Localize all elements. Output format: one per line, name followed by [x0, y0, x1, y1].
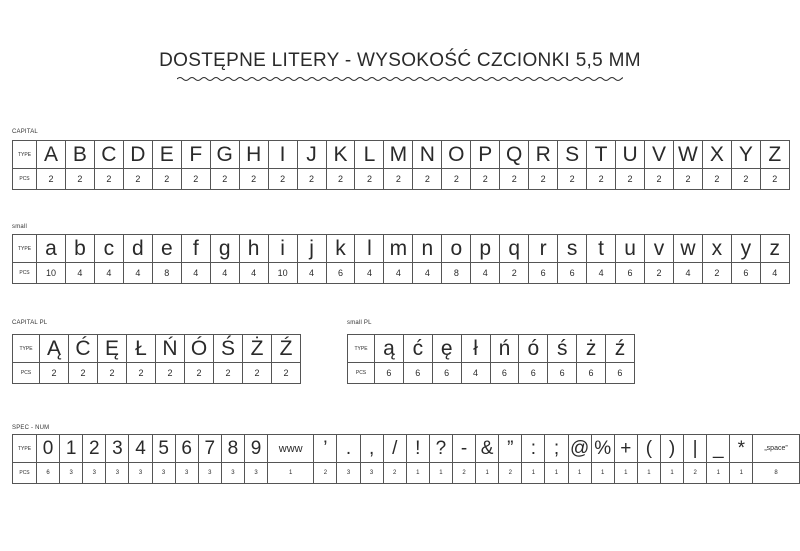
pcs-cell: 2 [702, 169, 731, 190]
char-cell: Ś [214, 335, 243, 363]
char-cell: ł [461, 335, 490, 363]
pcs-cell: 2 [500, 169, 529, 190]
pcs-cell: 2 [69, 363, 98, 384]
char-cell: J [297, 141, 326, 169]
pcs-cell: 4 [673, 263, 702, 284]
char-cell: P [471, 141, 500, 169]
pcs-cell: 2 [499, 463, 522, 484]
char-cell: B [65, 141, 94, 169]
char-cell: s [558, 235, 587, 263]
pcs-cell: 2 [181, 169, 210, 190]
char-cell: G [210, 141, 239, 169]
pcs-cell: 4 [297, 263, 326, 284]
pcs-cell: 3 [198, 463, 221, 484]
char-cell: L [355, 141, 384, 169]
type-row [13, 435, 800, 463]
section-label-capital: CAPITAL [12, 129, 38, 135]
pcs-cell: 2 [40, 363, 69, 384]
char-cell: ć [403, 335, 432, 363]
pcs-cell: 2 [731, 169, 760, 190]
section-label-small: small [12, 224, 28, 230]
pcs-cell: 1 [637, 463, 660, 484]
pcs-cell: 2 [413, 169, 442, 190]
char-cell: A [37, 141, 66, 169]
char-cell: Ń [156, 335, 185, 363]
char-cell: ś [548, 335, 577, 363]
char-cell: ń [490, 335, 519, 363]
pcs-cell: 4 [587, 263, 616, 284]
pcs-cell: 2 [645, 169, 674, 190]
pcs-cell: 1 [568, 463, 591, 484]
section-label-capital-pl: CAPITAL PL [12, 320, 48, 326]
char-cell: ż [577, 335, 606, 363]
pcs-cell: 2 [37, 169, 66, 190]
char-cell: x [702, 235, 731, 263]
pcs-cell: 2 [156, 363, 185, 384]
pcs-cell: 2 [442, 169, 471, 190]
char-cell: . [337, 435, 360, 463]
pcs-cell: 8 [442, 263, 471, 284]
char-cell: _ [707, 435, 730, 463]
row-header-type: TYPE [348, 335, 375, 363]
pcs-cell: 6 [616, 263, 645, 284]
char-cell: R [529, 141, 558, 169]
char-cell: y [731, 235, 760, 263]
pcs-cell: 3 [244, 463, 267, 484]
char-cell: Q [500, 141, 529, 169]
char-cell: Ó [185, 335, 214, 363]
char-cell: h [239, 235, 268, 263]
char-cell: ó [519, 335, 548, 363]
char-cell: k [326, 235, 355, 263]
char-cell: @ [568, 435, 591, 463]
pcs-cell: 6 [403, 363, 432, 384]
char-cell: K [326, 141, 355, 169]
row-header-pcs: PCS [13, 363, 40, 384]
pcs-cell: 2 [314, 463, 337, 484]
char-cell: ’ [314, 435, 337, 463]
pcs-cell: 3 [83, 463, 106, 484]
pcs-cell: 4 [123, 263, 152, 284]
page-title: DOSTĘPNE LITERY - WYSOKOŚĆ CZCIONKI 5,5 MM [159, 50, 641, 71]
pcs-cell: 6 [731, 263, 760, 284]
pcs-cell: 2 [214, 363, 243, 384]
char-cell: % [591, 435, 614, 463]
char-cell: ę [432, 335, 461, 363]
pcs-cell: 4 [355, 263, 384, 284]
pcs-cell: 2 [210, 169, 239, 190]
char-cell: u [616, 235, 645, 263]
pcs-cell: 2 [326, 169, 355, 190]
pcs-row [13, 169, 790, 190]
pcs-cell: 2 [587, 169, 616, 190]
pcs-cell: 2 [452, 463, 475, 484]
char-cell: www [268, 435, 314, 463]
pcs-cell: 4 [181, 263, 210, 284]
row-header-pcs: PCS [348, 363, 375, 384]
pcs-cell: 1 [429, 463, 452, 484]
pcs-cell: 6 [577, 363, 606, 384]
pcs-cell: 2 [268, 169, 297, 190]
pcs-cell: 3 [337, 463, 360, 484]
char-cell: e [152, 235, 181, 263]
char-cell: I [268, 141, 297, 169]
row-header-pcs: PCS [13, 263, 37, 284]
char-cell: j [297, 235, 326, 263]
pcs-cell: 3 [60, 463, 83, 484]
char-cell: ź [606, 335, 635, 363]
pcs-cell: 2 [239, 169, 268, 190]
pcs-cell: 2 [471, 169, 500, 190]
char-cell: ) [660, 435, 683, 463]
char-cell: ( [637, 435, 660, 463]
pcs-cell: 3 [221, 463, 244, 484]
pcs-cell: 2 [272, 363, 301, 384]
char-cell: 8 [221, 435, 244, 463]
pcs-cell: 4 [384, 263, 413, 284]
pcs-cell: 1 [406, 463, 429, 484]
char-cell: b [65, 235, 94, 263]
char-cell: m [384, 235, 413, 263]
pcs-cell: 4 [210, 263, 239, 284]
pcs-cell: 1 [268, 463, 314, 484]
char-cell: E [152, 141, 181, 169]
pcs-cell: 3 [129, 463, 152, 484]
pcs-cell: 6 [375, 363, 404, 384]
char-cell: + [614, 435, 637, 463]
char-cell: ? [429, 435, 452, 463]
row-header-pcs: PCS [13, 169, 37, 190]
pcs-cell: 2 [243, 363, 272, 384]
row-header-pcs: PCS [13, 463, 37, 484]
type-row [13, 335, 301, 363]
char-cell: / [383, 435, 406, 463]
type-row [348, 335, 635, 363]
char-cell: Ź [272, 335, 301, 363]
pcs-cell: 3 [106, 463, 129, 484]
pcs-cell: 1 [591, 463, 614, 484]
pcs-cell: 10 [268, 263, 297, 284]
pcs-cell: 2 [94, 169, 123, 190]
pcs-cell: 4 [413, 263, 442, 284]
pcs-cell: 3 [152, 463, 175, 484]
pcs-cell: 2 [684, 463, 707, 484]
char-cell: Ę [98, 335, 127, 363]
pcs-cell: 4 [94, 263, 123, 284]
type-row [13, 141, 790, 169]
pcs-cell: 2 [297, 169, 326, 190]
char-cell: 9 [244, 435, 267, 463]
pcs-cell: 2 [123, 169, 152, 190]
char-cell: ą [375, 335, 404, 363]
section-label-spec-num: SPEC - NUM [12, 425, 50, 431]
pcs-cell: 3 [360, 463, 383, 484]
char-cell: O [442, 141, 471, 169]
row-header-type: TYPE [13, 235, 37, 263]
char-cell: H [239, 141, 268, 169]
pcs-row [13, 263, 790, 284]
char-cell: z [760, 235, 789, 263]
spec-num-table [12, 434, 800, 484]
char-cell: Ć [69, 335, 98, 363]
pcs-cell: 2 [185, 363, 214, 384]
char-cell: 6 [175, 435, 198, 463]
pcs-cell: 4 [760, 263, 789, 284]
pcs-cell: 4 [461, 363, 490, 384]
char-cell: , [360, 435, 383, 463]
small-letters-table [12, 234, 790, 284]
char-cell: 4 [129, 435, 152, 463]
char-cell: ! [406, 435, 429, 463]
pcs-cell: 6 [529, 263, 558, 284]
pcs-cell: 1 [660, 463, 683, 484]
pcs-cell: 2 [702, 263, 731, 284]
char-cell: q [500, 235, 529, 263]
pcs-cell: 2 [645, 263, 674, 284]
pcs-cell: 10 [37, 263, 66, 284]
type-row [13, 235, 790, 263]
pcs-cell: 1 [730, 463, 753, 484]
char-cell: M [384, 141, 413, 169]
char-cell: * [730, 435, 753, 463]
row-header-type: TYPE [13, 335, 40, 363]
char-cell: U [616, 141, 645, 169]
pcs-cell: 2 [98, 363, 127, 384]
pcs-cell: 2 [65, 169, 94, 190]
small-pl-letters-table [347, 334, 635, 384]
pcs-cell: 6 [37, 463, 60, 484]
pcs-cell: 4 [471, 263, 500, 284]
pcs-cell: 6 [432, 363, 461, 384]
capital-letters-table [12, 140, 790, 190]
char-cell: Ą [40, 335, 69, 363]
pcs-cell: 1 [707, 463, 730, 484]
pcs-cell: 6 [326, 263, 355, 284]
pcs-cell: 6 [519, 363, 548, 384]
pcs-cell: 1 [614, 463, 637, 484]
char-cell: o [442, 235, 471, 263]
char-cell: V [645, 141, 674, 169]
char-cell: a [37, 235, 66, 263]
char-cell: ; [545, 435, 568, 463]
pcs-cell: 2 [127, 363, 156, 384]
pcs-row [13, 363, 301, 384]
pcs-cell: 2 [673, 169, 702, 190]
pcs-cell: 2 [383, 463, 406, 484]
section-label-small-pl: small PL [347, 320, 372, 326]
pcs-cell: 4 [65, 263, 94, 284]
pcs-cell: 1 [545, 463, 568, 484]
char-cell: X [702, 141, 731, 169]
char-cell: t [587, 235, 616, 263]
char-cell: & [476, 435, 499, 463]
char-cell: T [587, 141, 616, 169]
pcs-cell: 4 [239, 263, 268, 284]
pcs-cell: 2 [152, 169, 181, 190]
char-cell: Ł [127, 335, 156, 363]
char-cell: 7 [198, 435, 221, 463]
char-cell: c [94, 235, 123, 263]
char-cell: D [123, 141, 152, 169]
char-cell: 1 [60, 435, 83, 463]
pcs-cell: 2 [760, 169, 789, 190]
pcs-cell: 6 [548, 363, 577, 384]
char-cell: | [684, 435, 707, 463]
pcs-cell: 8 [152, 263, 181, 284]
pcs-cell: 6 [606, 363, 635, 384]
char-cell: S [558, 141, 587, 169]
char-cell: d [123, 235, 152, 263]
char-cell: Z [760, 141, 789, 169]
char-cell: n [413, 235, 442, 263]
pcs-cell: 2 [500, 263, 529, 284]
capital-pl-letters-table [12, 334, 301, 384]
char-cell: „space” [753, 435, 799, 463]
char-cell: W [673, 141, 702, 169]
row-header-type: TYPE [13, 141, 37, 169]
pcs-cell: 2 [529, 169, 558, 190]
char-cell: 5 [152, 435, 175, 463]
char-cell: w [673, 235, 702, 263]
pcs-cell: 2 [558, 169, 587, 190]
pcs-row [348, 363, 635, 384]
char-cell: : [522, 435, 545, 463]
char-cell: r [529, 235, 558, 263]
char-cell: Ż [243, 335, 272, 363]
char-cell: 3 [106, 435, 129, 463]
pcs-cell: 2 [616, 169, 645, 190]
char-cell: 2 [83, 435, 106, 463]
pcs-cell: 1 [522, 463, 545, 484]
char-cell: l [355, 235, 384, 263]
pcs-cell: 2 [384, 169, 413, 190]
pcs-cell: 3 [175, 463, 198, 484]
char-cell: Y [731, 141, 760, 169]
char-cell: g [210, 235, 239, 263]
title-underline-wave [177, 76, 623, 82]
row-header-type: TYPE [13, 435, 37, 463]
char-cell: C [94, 141, 123, 169]
pcs-cell: 6 [558, 263, 587, 284]
char-cell: - [452, 435, 475, 463]
char-cell: f [181, 235, 210, 263]
pcs-row [13, 463, 800, 484]
char-cell: N [413, 141, 442, 169]
char-cell: p [471, 235, 500, 263]
char-cell: 0 [37, 435, 60, 463]
char-cell: ” [499, 435, 522, 463]
char-cell: i [268, 235, 297, 263]
char-cell: F [181, 141, 210, 169]
pcs-cell: 6 [490, 363, 519, 384]
pcs-cell: 1 [476, 463, 499, 484]
pcs-cell: 2 [355, 169, 384, 190]
char-cell: v [645, 235, 674, 263]
pcs-cell: 8 [753, 463, 799, 484]
